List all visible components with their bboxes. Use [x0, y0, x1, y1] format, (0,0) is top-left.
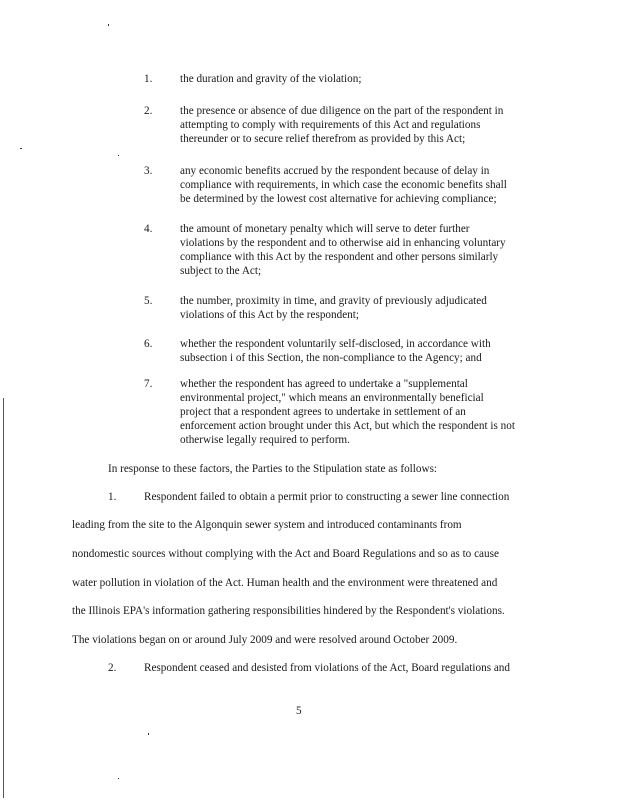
- factor-line: the duration and gravity of the violation;: [180, 73, 362, 85]
- factor-number: 5.: [144, 295, 153, 307]
- scan-speck: [148, 733, 149, 735]
- scan-speck: [118, 778, 119, 779]
- factor-line: the amount of monetary penalty which will serve to deter further: [180, 223, 470, 235]
- factor-line: whether the respondent has agreed to undertake a "supplemental: [180, 378, 468, 390]
- factor-line: enforcement action brought under this Act, but which the respondent is not: [180, 420, 515, 432]
- factor-text: [180, 222, 550, 278]
- factor-number: 3.: [144, 165, 153, 177]
- scan-speck: [118, 155, 119, 156]
- factor-line: thereunder or to secure relief therefrom as provided by this Act;: [180, 133, 466, 145]
- factor-line: subsection i of this Section, the non-compliance to the Agency; and: [180, 352, 482, 364]
- factor-line: subject to the Act;: [180, 265, 262, 277]
- scan-edge-line: [3, 398, 4, 798]
- paragraph-number: 2.: [108, 662, 117, 674]
- factor-text: [180, 294, 550, 322]
- factor-text: [180, 337, 550, 365]
- factor-line: whether the respondent voluntarily self-disclosed, in accordance with: [180, 338, 491, 350]
- paragraph-line: leading from the site to the Algonquin sewer system and introduced contaminants from: [72, 519, 462, 531]
- factor-text: [180, 377, 550, 447]
- factor-line: otherwise legally required to perform.: [180, 434, 350, 446]
- paragraph-line: water pollution in violation of the Act. Human health and the environment were threatened and: [72, 577, 498, 589]
- paragraph-first-line: Respondent ceased and desisted from violations of the Act, Board regulations and: [144, 662, 510, 674]
- factor-number: 2.: [144, 105, 153, 117]
- factor-line: any economic benefits accrued by the respondent because of delay in: [180, 165, 490, 177]
- factor-number: 4.: [144, 223, 153, 235]
- factor-line: violations of this Act by the respondent;: [180, 309, 359, 321]
- scan-speck: [108, 24, 109, 26]
- factor-line: the number, proximity in time, and gravity of previously adjudicated: [180, 295, 487, 307]
- factor-line: compliance with requirements, in which case the economic benefits shall: [180, 179, 507, 191]
- factor-line: violations by the respondent and to otherwise aid in enhancing voluntary: [180, 237, 506, 249]
- factor-number: 7.: [144, 378, 153, 390]
- factor-line: environmental project," which means an environmentally beneficial: [180, 392, 484, 404]
- paragraph-line: The violations began on or around July 2009 and were resolved around October 2009.: [72, 634, 458, 646]
- factor-line: be determined by the lowest cost alternative for achieving compliance;: [180, 193, 497, 205]
- factor-line: compliance with this Act by the respondent and other persons similarly: [180, 251, 499, 263]
- factor-line: the presence or absence of due diligence on the part of the respondent in: [180, 105, 504, 117]
- paragraph-line: nondomestic sources without complying with the Act and Board Regulations and so as to cause: [72, 548, 499, 560]
- factor-text: [180, 72, 550, 86]
- factor-line: project that a respondent agrees to undertake in settlement of an: [180, 406, 466, 418]
- factor-line: attempting to comply with requirements of this Act and regulations: [180, 119, 481, 131]
- page-number: 5: [296, 705, 302, 717]
- paragraph-first-line: Respondent failed to obtain a permit prior to constructing a sewer line connection: [144, 491, 510, 503]
- intro-sentence: In response to these factors, the Parties to the Stipulation state as follows:: [108, 463, 438, 475]
- paragraph-line: the Illinois EPA's information gathering responsibilities hindered by the Respondent's violations.: [72, 605, 505, 617]
- factor-text: [180, 104, 550, 146]
- paragraph-number: 1.: [108, 491, 117, 503]
- factor-text: [180, 164, 550, 206]
- factor-number: 6.: [144, 338, 153, 350]
- factor-number: 1.: [144, 73, 153, 85]
- scan-speck: [20, 148, 22, 149]
